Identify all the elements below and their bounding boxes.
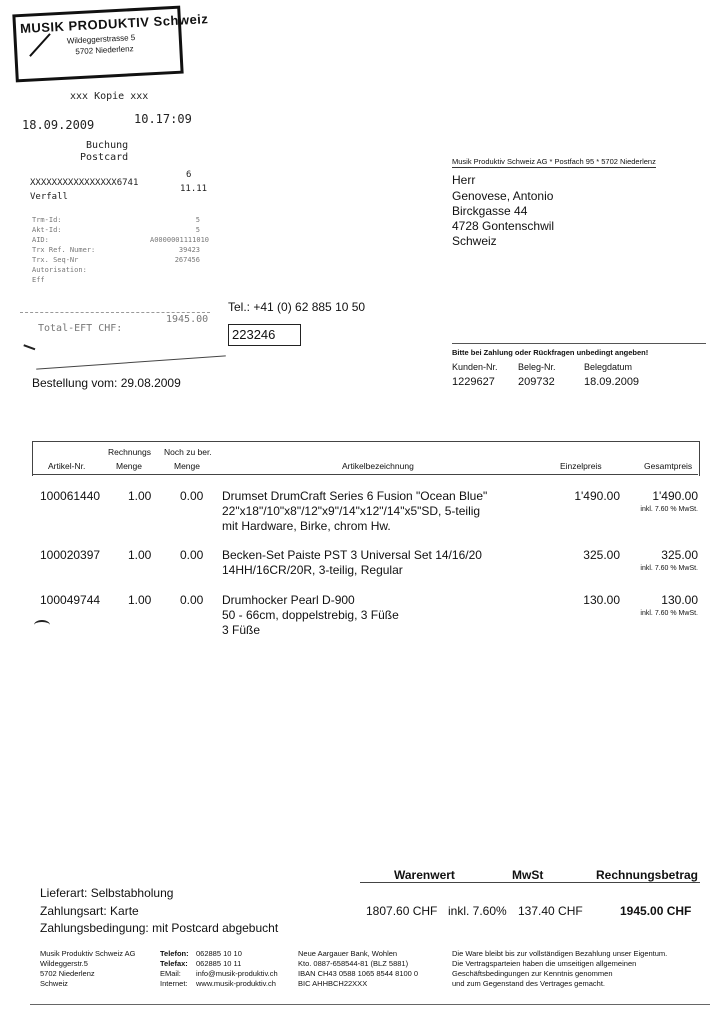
order-date: Bestellung vom: 29.08.2009 <box>32 376 181 390</box>
row3-description-line2: 50 - 66cm, doppelstrebig, 3 Füße <box>222 608 399 622</box>
row1-menge: 1.00 <box>128 489 152 503</box>
divider <box>452 343 706 344</box>
stamp-street: Wildeggerstrasse 5 <box>66 33 136 46</box>
row1-description-line1: Drumset DrumCraft Series 6 Fusion "Ocean Blue" <box>222 489 488 503</box>
handwritten-mark <box>21 344 36 358</box>
row1-gesamtpreis: 1'490.00 <box>652 489 698 503</box>
row3-description-line1: Drumhocker Pearl D-900 <box>222 593 355 607</box>
sender-line: Musik Produktiv Schweiz AG * Postfach 95 * 5702 Niederlenz <box>452 157 656 166</box>
payment-note: Bitte bei Zahlung oder Rückfragen unbedingt angeben! <box>452 348 649 357</box>
receipt-kopie: xxx Kopie xxx <box>70 91 149 102</box>
row2-menge: 1.00 <box>128 548 152 562</box>
row1-mwst-note: inkl. 7.60 % MwSt. <box>640 506 698 513</box>
receipt-buchung: Buchung <box>86 140 129 151</box>
address-street: Birckgasse 44 <box>452 204 528 218</box>
stamp-city: 5702 Niederlenz <box>75 44 134 57</box>
receipt-card-number: XXXXXXXXXXXXXXXX6741 <box>30 178 139 188</box>
receipt-field-labels: Trm-Id: Akt-Id: AID: Trx Ref. Numer: Trx. Seq-Nr Autorisation: Eff <box>32 216 96 284</box>
receipt-postcard: Postcard <box>80 152 129 163</box>
col-artikelbezeichnung: Artikelbezeichnung <box>342 461 414 471</box>
receipt-separator <box>20 312 210 314</box>
address-salutation: Herr <box>452 173 476 187</box>
zahlungsart: Zahlungsart: Karte <box>40 904 139 918</box>
bottom-rule <box>30 1004 710 1005</box>
row1-artikel-nr: 100061440 <box>40 489 101 503</box>
belegdatum-label: Belegdatum <box>584 362 633 372</box>
row2-noch: 0.00 <box>180 548 204 562</box>
zahlungsbedingung: Zahlungsbedingung: mit Postcard abgebucht <box>40 921 279 935</box>
handwritten-mark <box>34 620 50 630</box>
footer-contact-values: 062885 10 10 062885 10 11 info@musik-produktiv.ch www.musik-produktiv.ch <box>196 949 278 988</box>
mwst-value: 137.40 CHF <box>518 904 583 918</box>
col-einzelpreis: Einzelpreis <box>560 461 602 471</box>
receipt-time: 10.17:09 <box>134 112 192 126</box>
row1-noch: 0.00 <box>180 489 204 503</box>
row3-einzelpreis: 130.00 <box>583 593 620 607</box>
kunden-nr-value: 1229627 <box>452 376 495 388</box>
address-name: Genovese, Antonio <box>452 189 554 203</box>
row1-einzelpreis: 1'490.00 <box>574 489 620 503</box>
footer-company: Musik Produktiv Schweiz AG Wildeggerstr.5 5702 Niederlenz Schweiz <box>40 949 136 988</box>
lieferart: Lieferart: Selbstabholung <box>40 886 174 900</box>
rechnungsbetrag-value: 1945.00 CHF <box>620 904 692 918</box>
reference-number-box: 223246 <box>228 324 301 346</box>
receipt-total-label: Total-EFT CHF: <box>38 323 123 334</box>
row2-gesamtpreis: 325.00 <box>661 548 698 562</box>
warenwert-value: 1807.60 CHF <box>366 904 438 918</box>
row3-description-line3: 3 Füße <box>222 623 261 637</box>
row1-description-line3: mit Hardware, Birke, chrom Hw. <box>222 519 391 533</box>
mwst-label: MwSt <box>512 868 544 882</box>
row3-menge: 1.00 <box>128 593 152 607</box>
col-rechnungs: Rechnungs <box>108 447 152 457</box>
beleg-nr-label: Beleg-Nr. <box>518 362 556 372</box>
row2-einzelpreis: 325.00 <box>583 548 620 562</box>
receipt-verfall-label: Verfall <box>30 192 68 202</box>
col-noch-menge: Menge <box>174 461 200 471</box>
row1-description-line2: 22"x18"/10"x8"/12"x9"/14"x12"/14"x5"SD, 5-teilig <box>222 504 481 518</box>
table-header-rule <box>32 474 698 475</box>
receipt-field-values: 5 5 A0000001111010 39423 267456 <box>150 216 210 264</box>
address-country: Schweiz <box>452 234 497 248</box>
row2-mwst-note: inkl. 7.60 % MwSt. <box>640 565 698 572</box>
row3-artikel-nr: 100049744 <box>40 593 101 607</box>
company-stamp <box>12 6 209 83</box>
rechnungsbetrag-label: Rechnungsbetrag <box>596 868 699 882</box>
col-artikel-nr: Artikel-Nr. <box>48 461 86 471</box>
receipt-seq: 6 <box>186 170 192 180</box>
row2-description-line2: 14HH/16CR/20R, 3-teilig, Regular <box>222 563 403 577</box>
belegdatum-value: 18.09.2009 <box>584 376 640 388</box>
beleg-nr-value: 209732 <box>518 376 555 388</box>
receipt-date: 18.09.2009 <box>22 118 95 132</box>
telephone: Tel.: +41 (0) 62 885 10 50 <box>228 300 366 314</box>
col-gesamtpreis: Gesamtpreis <box>644 461 693 471</box>
stamp-slash-mark <box>29 33 51 57</box>
row3-mwst-note: inkl. 7.60 % MwSt. <box>640 610 698 617</box>
kunden-nr-label: Kunden-Nr. <box>452 362 498 372</box>
receipt-total-value: 1945.00 <box>166 314 209 325</box>
col-rechnungs-menge: Menge <box>116 461 142 471</box>
receipt-verfall-value: 11.11 <box>180 184 208 194</box>
warenwert-label: Warenwert <box>394 868 455 882</box>
row3-gesamtpreis: 130.00 <box>661 593 698 607</box>
stamp-title: MUSIK PRODUKTIV Schweiz <box>19 11 209 37</box>
footer-terms: Die Ware bleibt bis zur vollständigen Bezahlung unser Eigentum. Die Vertragsparteien haben die umseitigen allgemeinen Geschäftsbedingungen zur Kenntnis genommen und zum Gegenstand des Vertrages gemacht. <box>452 949 668 988</box>
row2-artikel-nr: 100020397 <box>40 548 101 562</box>
footer-contact-labels: Telefon: Telefax: EMail: Internet: <box>160 949 189 988</box>
row2-description-line1: Becken-Set Paiste PST 3 Universal Set 14/16/20 <box>222 548 482 562</box>
address-city: 4728 Gontenschwil <box>452 219 555 233</box>
totals-divider <box>360 882 700 883</box>
col-noch: Noch zu ber. <box>164 447 212 457</box>
receipt-cut-line <box>36 355 226 369</box>
row3-noch: 0.00 <box>180 593 204 607</box>
mwst-rate: inkl. 7.60% <box>448 904 507 918</box>
footer-bank: Neue Aargauer Bank, Wohlen Kto. 0887-658544-81 (BLZ 5881) IBAN CH43 0588 1065 8544 8100 0 BIC AHHBCH22XXX <box>298 949 419 988</box>
